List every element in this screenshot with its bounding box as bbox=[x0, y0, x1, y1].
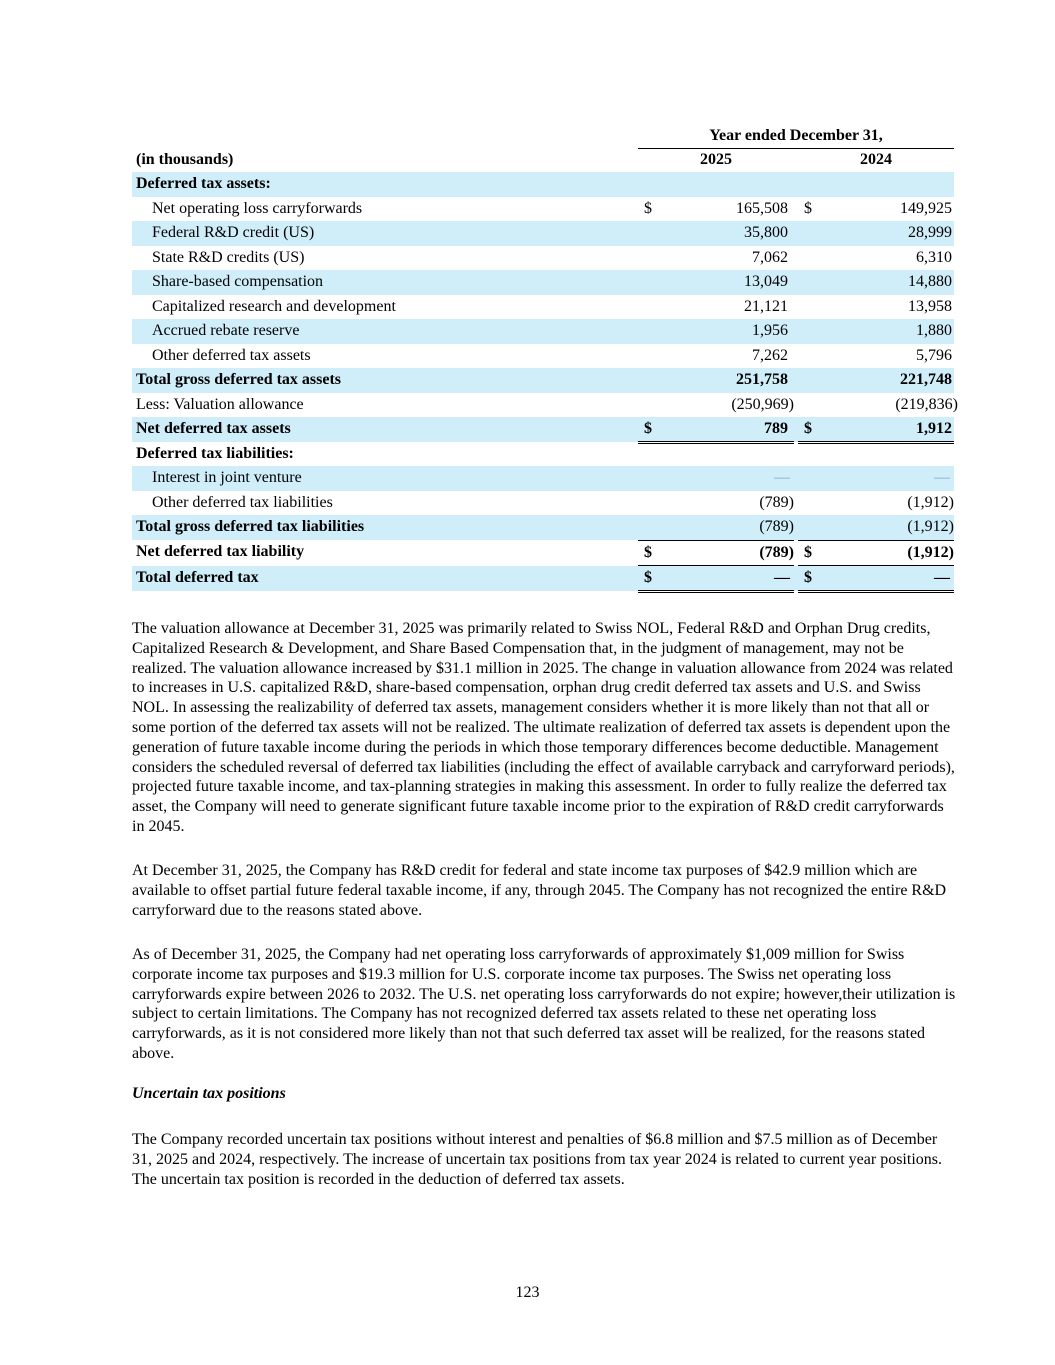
row-label: Other deferred tax liabilities bbox=[152, 493, 333, 511]
value-2025: — bbox=[774, 469, 790, 486]
total-row bbox=[132, 566, 954, 591]
value-2024: 5,796 bbox=[916, 346, 952, 364]
period-header: Year ended December 31, bbox=[638, 124, 954, 149]
row-label: State R&D credits (US) bbox=[152, 248, 305, 266]
row-label: Other deferred tax assets bbox=[152, 346, 311, 364]
value-2025: 7,062 bbox=[752, 248, 788, 266]
currency-symbol: $ bbox=[644, 420, 652, 437]
value-2025: (250,969) bbox=[731, 395, 794, 413]
paragraph-valuation-allowance: The valuation allowance at December 31, 2025 was primarily related to Swiss NOL, Federal R&D and Orphan Drug credits, Capitalized Research & Development, and Share Based Compensation that, in the judgment of management, may not be realized. The valuation allowance increased by $31.1 million in 2025. The change in valuation allowance from 2024 was related to increases in U.S. capitalized R&D, share-based compensation, orphan drug credit deferred tax assets and U.S. and Swiss NOL. In assessing the realizability of deferred tax assets, management considers whether it is more likely than not that all or some portion of the deferred tax assets will not be realized. The ultimate realization of deferred tax assets is dependent upon the generation of future taxable income during the periods in which those temporary differences become deductible. Management considers the scheduled reversal of deferred tax liabilities (including the effect of available carryback and carryforward periods), projected future taxable income, and tax-planning strategies in making this assessment. In order to fully realize the deferred tax asset, the Company will need to generate significant future taxable income prior to the expiration of R&D credit carryforwards in 2045. bbox=[132, 620, 955, 835]
value-2024: (219,836) bbox=[895, 395, 958, 413]
value-2025: 7,262 bbox=[752, 346, 788, 364]
total-row bbox=[132, 368, 954, 393]
table-row bbox=[132, 466, 954, 491]
value-2025: — bbox=[774, 569, 790, 586]
value-2024: 13,958 bbox=[908, 297, 952, 315]
section-heading-uncertain-tax: Uncertain tax positions bbox=[132, 1085, 286, 1102]
value-2024: 28,999 bbox=[908, 224, 952, 241]
table-row bbox=[132, 319, 954, 344]
paragraph-uncertain-tax: The Company recorded uncertain tax positions without interest and penalties of $6.8 million and $7.5 million as of December 31, 2025 and 2024, respectively. The increase of uncertain tax positions from tax year 2024 is related to current year positions. The uncertain tax position is recorded in the deduction of deferred tax assets. bbox=[132, 1131, 942, 1188]
row-label: Total gross deferred tax assets bbox=[136, 371, 342, 388]
column-header-2024: 2024 bbox=[798, 148, 954, 173]
table-row bbox=[132, 197, 954, 222]
column-header-row bbox=[132, 148, 954, 172]
currency-symbol: $ bbox=[804, 420, 812, 437]
value-2025: 21,121 bbox=[744, 297, 788, 315]
currency-symbol: $ bbox=[644, 543, 652, 561]
paragraph-rd-credit: At December 31, 2025, the Company has R&D credit for federal and state income tax purposes of $42.9 million which are available to offset partial future federal taxable income, if any, through 2045. The Company has not recognized the entire R&D carryforward due to the reasons stated above. bbox=[132, 862, 947, 919]
value-2024: 1,880 bbox=[916, 322, 952, 339]
value-2025: (789) bbox=[759, 493, 794, 511]
row-label: Share-based compensation bbox=[152, 273, 324, 290]
row-label: Net deferred tax liability bbox=[136, 542, 305, 560]
value-2024: 1,912 bbox=[916, 420, 952, 437]
table-row bbox=[132, 221, 954, 246]
currency-symbol: $ bbox=[804, 569, 812, 586]
row-label: Net deferred tax assets bbox=[136, 420, 291, 437]
value-2025: 789 bbox=[764, 420, 788, 437]
page-number: 123 bbox=[515, 1284, 540, 1301]
row-label: Total deferred tax bbox=[136, 569, 259, 586]
value-2024: 221,748 bbox=[900, 371, 952, 388]
row-label: Federal R&D credit (US) bbox=[152, 224, 315, 241]
currency-symbol: $ bbox=[804, 543, 812, 561]
value-2024: (1,912) bbox=[907, 493, 954, 511]
row-label: Capitalized research and development bbox=[152, 297, 396, 315]
row-label: Total gross deferred tax liabilities bbox=[136, 518, 365, 535]
row-label: Deferred tax liabilities: bbox=[136, 444, 294, 462]
value-2024: (1,912) bbox=[907, 518, 954, 535]
units-label: (in thousands) bbox=[136, 151, 234, 168]
value-2024: 6,310 bbox=[916, 248, 952, 266]
table-row bbox=[132, 393, 958, 418]
currency-symbol: $ bbox=[644, 569, 652, 586]
row-label: Net operating loss carryforwards bbox=[152, 199, 363, 217]
row-label: Less: Valuation allowance bbox=[136, 395, 304, 413]
table-row bbox=[132, 295, 954, 320]
currency-symbol: $ bbox=[804, 199, 812, 217]
row-label: Deferred tax assets: bbox=[136, 175, 271, 192]
row-label: Interest in joint venture bbox=[152, 469, 302, 486]
currency-symbol: $ bbox=[644, 199, 652, 217]
value-2024: (1,912) bbox=[907, 543, 954, 561]
value-2025: (789) bbox=[759, 543, 794, 561]
value-2025: 35,800 bbox=[744, 224, 788, 241]
period-header-row bbox=[132, 124, 954, 148]
paragraph-nol-carryforwards: As of December 31, 2025, the Company had net operating loss carryforwards of approximately $1,009 million for Swiss corporate income tax purposes and $19.3 million for U.S. corporate income tax purposes. The Swiss net operating loss carryforwards expire between 2026 to 2032. The U.S. net operating loss carryforwards do not expire; however,their utilization is subject to certain limitations. The Company has not recognized deferred tax assets related to these net operating loss carryforwards, as it is not considered more likely than not that such deferred tax asset will be realized, for the reasons stated above. bbox=[132, 946, 956, 1062]
value-2024: 14,880 bbox=[908, 273, 952, 290]
value-2025: 13,049 bbox=[744, 273, 788, 290]
table-row bbox=[132, 491, 954, 516]
section-header-deferred-tax-assets bbox=[132, 172, 954, 197]
value-2024: — bbox=[934, 569, 950, 586]
total-row bbox=[132, 540, 954, 565]
table-row bbox=[132, 344, 954, 369]
column-header-2025: 2025 bbox=[638, 148, 794, 173]
value-2025: 1,956 bbox=[752, 322, 788, 339]
total-row bbox=[132, 515, 954, 540]
value-2025: (789) bbox=[759, 518, 794, 535]
row-label: Accrued rebate reserve bbox=[152, 322, 300, 339]
value-2025: 251,758 bbox=[736, 371, 788, 388]
section-header-deferred-tax-liabilities bbox=[132, 442, 954, 467]
total-row bbox=[132, 417, 954, 442]
value-2024: — bbox=[934, 469, 950, 486]
value-2024: 149,925 bbox=[900, 199, 952, 217]
deferred-tax-table bbox=[132, 124, 958, 591]
value-2025: 165,508 bbox=[736, 199, 788, 217]
table-row bbox=[132, 246, 954, 271]
table-row bbox=[132, 270, 954, 295]
